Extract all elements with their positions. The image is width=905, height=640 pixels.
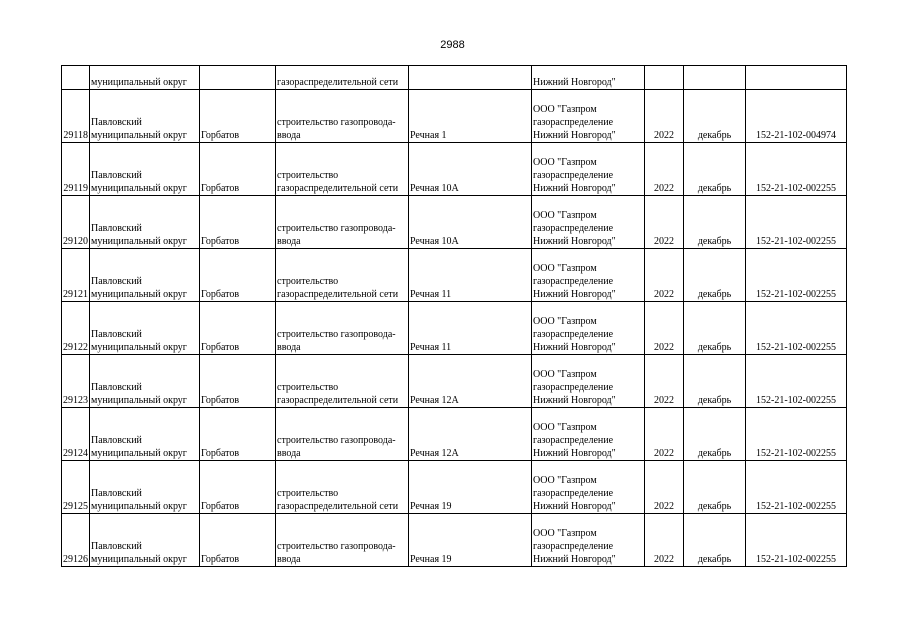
work-type-cell [276, 355, 409, 408]
gas-org-line: Нижний Новгород" [533, 342, 616, 353]
work-type-cell: газораспределительной сети [276, 66, 409, 90]
row-number-cell [62, 66, 90, 90]
district-line: муниципальный округ [91, 501, 187, 512]
gas-org-line: газораспределение [533, 488, 614, 499]
district-line: Павловский [91, 170, 142, 181]
work-type-cell [276, 90, 409, 143]
code-cell: 152-21-102-002255 [746, 143, 847, 196]
gas-org-line: газораспределение [533, 117, 614, 128]
locality-cell: Горбатов [200, 196, 276, 249]
month-cell: декабрь [684, 408, 746, 461]
gas-org-cell [532, 408, 645, 461]
district-line: муниципальный округ [91, 236, 187, 247]
code-cell: 152-21-102-002255 [746, 196, 847, 249]
district-line: муниципальный округ [91, 554, 187, 565]
district-line: Павловский [91, 382, 142, 393]
work-type-line: ввода [277, 342, 301, 353]
work-type-cell [276, 461, 409, 514]
gas-org-line: газораспределение [533, 170, 614, 181]
year-cell: 2022 [645, 143, 684, 196]
row-number-cell: 29122 [62, 302, 90, 355]
month-cell: декабрь [684, 196, 746, 249]
table-row [62, 90, 847, 143]
work-type-line: строительство газопровода- [277, 435, 396, 446]
work-type-line: ввода [277, 448, 301, 459]
month-cell: декабрь [684, 355, 746, 408]
street-cell: Речная 10А [409, 143, 532, 196]
gas-org-line: ООО "Газпром [533, 104, 597, 115]
work-type-line: строительство [277, 170, 339, 181]
year-cell: 2022 [645, 196, 684, 249]
locality-cell: Горбатов [200, 408, 276, 461]
row-number-cell: 29124 [62, 408, 90, 461]
row-number-cell: 29120 [62, 196, 90, 249]
row-number-cell: 29121 [62, 249, 90, 302]
work-type-cell [276, 249, 409, 302]
work-type-line: строительство газопровода- [277, 117, 396, 128]
month-cell: декабрь [684, 514, 746, 567]
gas-org-line: Нижний Новгород" [533, 448, 616, 459]
code-cell: 152-21-102-002255 [746, 355, 847, 408]
gas-org-cell [532, 514, 645, 567]
district-line: муниципальный округ [91, 395, 187, 406]
gas-org-line: ООО "Газпром [533, 475, 597, 486]
district-line: Павловский [91, 435, 142, 446]
code-cell: 152-21-102-002255 [746, 302, 847, 355]
row-number-cell: 29126 [62, 514, 90, 567]
code-cell: 152-21-102-004974 [746, 90, 847, 143]
district-cell [90, 196, 200, 249]
code-cell: 152-21-102-002255 [746, 514, 847, 567]
gas-org-cell [532, 302, 645, 355]
code-cell: 152-21-102-002255 [746, 408, 847, 461]
code-cell: 152-21-102-002255 [746, 249, 847, 302]
gas-org-cell [532, 196, 645, 249]
table-row [62, 514, 847, 567]
work-type-line: ввода [277, 130, 301, 141]
year-cell: 2022 [645, 355, 684, 408]
street-cell: Речная 1 [409, 90, 532, 143]
gas-org-cell: Нижний Новгород" [532, 66, 645, 90]
row-number-cell: 29118 [62, 90, 90, 143]
district-cell: муниципальный округ [90, 66, 200, 90]
month-cell: декабрь [684, 302, 746, 355]
district-cell [90, 143, 200, 196]
year-cell [645, 66, 684, 90]
gas-org-line: Нижний Новгород" [533, 130, 616, 141]
work-type-line: строительство газопровода- [277, 541, 396, 552]
work-type-cell [276, 196, 409, 249]
district-cell [90, 249, 200, 302]
gas-org-cell [532, 143, 645, 196]
locality-cell: Горбатов [200, 143, 276, 196]
district-line: Павловский [91, 488, 142, 499]
locality-cell: Горбатов [200, 90, 276, 143]
district-cell [90, 408, 200, 461]
row-number-cell: 29123 [62, 355, 90, 408]
table-row [62, 143, 847, 196]
year-cell: 2022 [645, 514, 684, 567]
work-type-line: газораспределительной сети [277, 501, 399, 512]
locality-cell: Горбатов [200, 249, 276, 302]
gas-org-line: ООО "Газпром [533, 157, 597, 168]
gas-org-line: газораспределение [533, 541, 614, 552]
locality-cell: Горбатов [200, 302, 276, 355]
district-line: Павловский [91, 276, 142, 287]
gas-org-line: ООО "Газпром [533, 316, 597, 327]
gas-org-line: газораспределение [533, 382, 614, 393]
district-cell [90, 461, 200, 514]
table-row [62, 408, 847, 461]
month-cell: декабрь [684, 143, 746, 196]
table-row [62, 249, 847, 302]
district-line: Павловский [91, 329, 142, 340]
code-cell: 152-21-102-002255 [746, 461, 847, 514]
work-type-cell [276, 302, 409, 355]
district-line: Павловский [91, 223, 142, 234]
work-type-cell [276, 143, 409, 196]
work-type-line: ввода [277, 554, 301, 565]
year-cell: 2022 [645, 302, 684, 355]
district-line: Павловский [91, 541, 142, 552]
work-type-line: строительство [277, 276, 339, 287]
month-cell: декабрь [684, 461, 746, 514]
month-cell [684, 66, 746, 90]
registry-table [61, 65, 847, 567]
gas-org-line: Нижний Новгород" [533, 395, 616, 406]
locality-cell: Горбатов [200, 514, 276, 567]
gas-org-line: Нижний Новгород" [533, 236, 616, 247]
gas-org-line: ООО "Газпром [533, 210, 597, 221]
gas-org-line: ООО "Газпром [533, 263, 597, 274]
district-cell [90, 90, 200, 143]
year-cell: 2022 [645, 249, 684, 302]
street-cell [409, 66, 532, 90]
gas-org-line: Нижний Новгород" [533, 289, 616, 300]
work-type-line: газораспределительной сети [277, 395, 399, 406]
district-cell [90, 355, 200, 408]
district-line: муниципальный округ [91, 130, 187, 141]
gas-org-cell [532, 249, 645, 302]
street-cell: Речная 12А [409, 355, 532, 408]
gas-org-line: газораспределение [533, 276, 614, 287]
gas-org-cell [532, 355, 645, 408]
gas-org-line: Нижний Новгород" [533, 501, 616, 512]
work-type-line: строительство газопровода- [277, 223, 396, 234]
work-type-line: газораспределительной сети [277, 289, 399, 300]
district-line: муниципальный округ [91, 183, 187, 194]
table-row [62, 302, 847, 355]
work-type-line: строительство [277, 382, 339, 393]
district-cell [90, 514, 200, 567]
gas-org-line: газораспределение [533, 329, 614, 340]
street-cell: Речная 11 [409, 249, 532, 302]
gas-org-line: газораспределение [533, 435, 614, 446]
month-cell: декабрь [684, 90, 746, 143]
district-line: муниципальный округ [91, 289, 187, 300]
gas-org-line: Нижний Новгород" [533, 554, 616, 565]
street-cell: Речная 10А [409, 196, 532, 249]
street-cell: Речная 12А [409, 408, 532, 461]
locality-cell: Горбатов [200, 355, 276, 408]
table-row [62, 355, 847, 408]
street-cell: Речная 19 [409, 514, 532, 567]
work-type-line: строительство газопровода- [277, 329, 396, 340]
district-line: муниципальный округ [91, 342, 187, 353]
work-type-line: ввода [277, 236, 301, 247]
year-cell: 2022 [645, 90, 684, 143]
work-type-cell [276, 408, 409, 461]
locality-cell [200, 66, 276, 90]
locality-cell: Горбатов [200, 461, 276, 514]
gas-org-cell [532, 461, 645, 514]
page-number: 2988 [440, 39, 465, 51]
table-row [62, 196, 847, 249]
gas-org-cell [532, 90, 645, 143]
table-row [62, 461, 847, 514]
year-cell: 2022 [645, 408, 684, 461]
year-cell: 2022 [645, 461, 684, 514]
code-cell [746, 66, 847, 90]
district-cell [90, 302, 200, 355]
district-line: муниципальный округ [91, 448, 187, 459]
gas-org-line: Нижний Новгород" [533, 183, 616, 194]
district-line: Павловский [91, 117, 142, 128]
table-row-continued [62, 66, 847, 90]
gas-org-line: ООО "Газпром [533, 422, 597, 433]
street-cell: Речная 11 [409, 302, 532, 355]
row-number-cell: 29125 [62, 461, 90, 514]
month-cell: декабрь [684, 249, 746, 302]
row-number-cell: 29119 [62, 143, 90, 196]
gas-org-line: ООО "Газпром [533, 369, 597, 380]
work-type-line: строительство [277, 488, 339, 499]
work-type-line: газораспределительной сети [277, 183, 399, 194]
street-cell: Речная 19 [409, 461, 532, 514]
gas-org-line: ООО "Газпром [533, 528, 597, 539]
gas-org-line: газораспределение [533, 223, 614, 234]
work-type-cell [276, 514, 409, 567]
